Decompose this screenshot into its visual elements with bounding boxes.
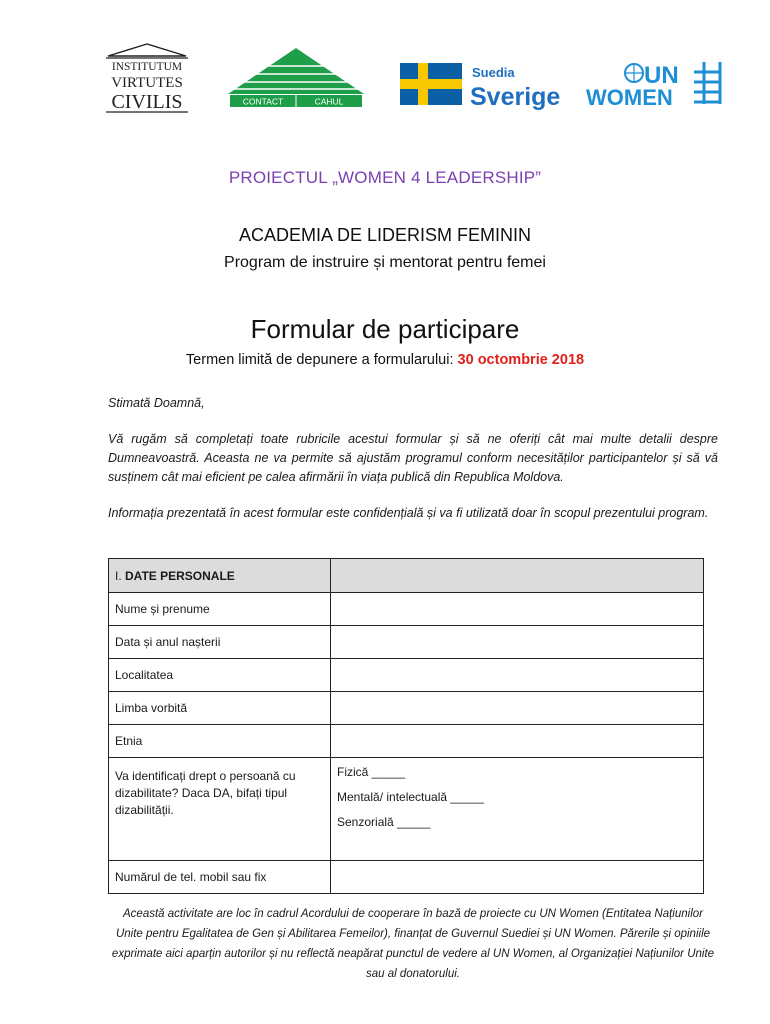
section-number: I. (115, 568, 126, 583)
label-ethnicity: Etnia (109, 725, 331, 758)
contact-cahul-logo (228, 48, 364, 108)
section-header-empty (331, 559, 704, 593)
sverige-label: Sverige (470, 83, 560, 110)
table-row (109, 659, 704, 692)
form-title: Formular de participare (250, 314, 520, 344)
contact-label: CONTACT (242, 96, 284, 107)
women-label: WOMEN (586, 85, 673, 108)
personal-data-table (108, 558, 704, 894)
label-disability: Va identificați drept o persoană cu dizabilitate? Daca DA, bifați tipul dizabilității. (109, 758, 331, 861)
table-row (109, 626, 704, 659)
section-header (109, 559, 331, 593)
deadline-line (0, 352, 770, 368)
option-physical[interactable]: Fizică _____ (337, 765, 406, 779)
label-phone: Numărul de tel. mobil sau fix (109, 861, 331, 894)
deadline-date: 30 octombrie 2018 (457, 352, 585, 368)
label-birth: Data și anul nașterii (109, 626, 331, 659)
footnote: Această activitate are loc în cadrul Acordului de cooperare în bază de proiecte cu UN Women (Entitatea Națiunilor Unite pentru Egalitatea de Gen și Abilitarea Femeilor), finanțat de Guvernul Suediei și UN Women. Părerile și opiniile exprimate aici aparțin autorilor și nu reflectă neapărat punctul de vedere al UN Women, al Organizației Națiunilor Unite sau al donatorului. (111, 908, 715, 980)
un-women-logo (584, 58, 726, 108)
sweden-sverige-logo (400, 60, 560, 110)
table-row (109, 861, 704, 894)
field-locality[interactable] (331, 659, 704, 692)
table-row (109, 725, 704, 758)
salutation: Stimată Doamnă, (108, 396, 205, 410)
ivc-line3: CIVILIS (111, 91, 183, 113)
project-title: PROIECTUL „WOMEN 4 LEADERSHIP” (228, 168, 542, 187)
table-row (109, 692, 704, 725)
intro-paragraph-1: Vă rugăm să completați toate rubricile acestui formular și să ne oferiți cât mai multe detalii despre Dumneavoastră. Aceasta ne va permite să ajustăm programul conform necesităților participantelor și să vă susținem cât mai eficient pe calea afirmării în viața publică din Republica Moldova. (108, 432, 718, 484)
label-name: Nume și prenume (109, 593, 331, 626)
program-subtitle: Program de instruire și mentorat pentru femei (224, 254, 546, 271)
field-language[interactable] (331, 692, 704, 725)
field-birth[interactable] (331, 626, 704, 659)
academy-title: ACADEMIA DE LIDERISM FEMININ (238, 225, 532, 245)
section-title: DATE PERSONALE (125, 568, 235, 583)
intro-paragraph-2: Informația prezentată în acest formular este confidențială și va fi utilizată doar în scopul prezentului program. (108, 506, 709, 520)
option-sensory[interactable]: Senzorială _____ (337, 815, 431, 829)
ivc-line1: INSTITUTUM (111, 61, 183, 73)
field-name[interactable] (331, 593, 704, 626)
field-disability[interactable] (331, 758, 704, 861)
un-label: UN (644, 62, 679, 89)
label-language: Limba vorbită (109, 692, 331, 725)
field-ethnicity[interactable] (331, 725, 704, 758)
deadline-label: Termen limită de depunere a formularului: (185, 352, 458, 368)
institutum-virtutes-civilis-logo (100, 42, 194, 114)
option-mental[interactable]: Mentală/ intelectuală _____ (337, 790, 484, 804)
suedia-label: Suedia (472, 65, 515, 80)
table-row (109, 758, 704, 861)
table-header-row (109, 559, 704, 593)
ivc-line2: VIRTUTES (111, 75, 183, 91)
label-locality: Localitatea (109, 659, 331, 692)
table-row (109, 593, 704, 626)
cahul-label: CAHUL (314, 96, 344, 107)
field-phone[interactable] (331, 861, 704, 894)
